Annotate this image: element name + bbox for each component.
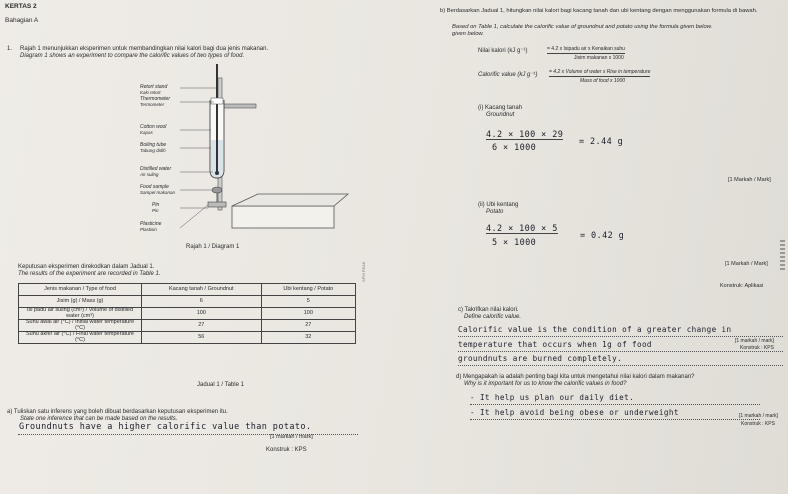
part-ii-malay: (ii) Ubi kentang: [478, 202, 519, 208]
diagram-caption: Rajah 1 / Diagram 1: [186, 244, 240, 250]
table-cell: 5: [261, 296, 355, 308]
label-plasticine: Plasticine Plastisin: [140, 221, 162, 232]
label-food-sample: Food sample Sampel makanan: [140, 184, 176, 195]
qa-text-english: State one inference that can be made based on the results.: [20, 416, 178, 422]
qa-mark: [1 markah / mark]: [270, 434, 313, 440]
mark-i: [1 Markah / Mark]: [728, 177, 771, 183]
table-cell: 56: [142, 332, 262, 344]
table-cell: 6: [142, 296, 262, 308]
formula-en-label: Calorific value (kJ g⁻¹): [478, 72, 538, 78]
stem-malay: Rajah 1 menunjukkan eksperimen untuk membandingkan nilai kalori bagi dua jenis makanan.: [20, 46, 269, 52]
question-number: 1.: [7, 46, 13, 52]
formula-en-denominator: Mass of food x 1000: [580, 78, 626, 84]
qd-answer-line-2: - It help avoid being obese or underweight: [470, 408, 679, 417]
answer-line: [458, 336, 783, 337]
qb-construct: Konstruk: Aplikasi: [720, 283, 764, 289]
formula-ms-denominator: Jisim makanan x 1000: [574, 55, 624, 61]
label-cotton-wool: Cotton wool Kapas: [140, 124, 167, 135]
qd-text-malay: d) Mengapakah ia adalah penting bagi kita untuk mengetahui nilai kalori dalam makanan?: [456, 374, 695, 380]
paper-code: KERTAS 2: [5, 3, 37, 10]
qc-text-malay: c) Takrifkan nilai kalori.: [458, 307, 519, 313]
plasticine: [208, 202, 226, 207]
qc-answer-line-1: Calorific value is the condition of a greater change in: [458, 325, 732, 334]
qc-text-english: Define calorific value.: [464, 314, 522, 320]
stem-english: Diagram 1 shows an experiment to compare the calorific values of two types of food.: [20, 53, 245, 59]
qb-text-malay: b) Berdasarkan Jadual 1, hitungkan nilai kalori bagi kacang tanah dan ubi kentang dengan menggunakan formula di bawah.: [440, 8, 758, 14]
label-pin: Pin Pin: [152, 202, 160, 213]
qd-construct: Konstruk : KPS: [741, 421, 775, 427]
ans-i-numerator: 4.2 × 100 × 29: [486, 130, 564, 140]
mark-ii: [1 Markah / Mark]: [725, 261, 768, 267]
ans-i-result: = 2.44 g: [579, 137, 624, 147]
answer-line: [458, 351, 783, 352]
table-row: [19, 332, 356, 344]
qb-text-english-tail: given below.: [452, 31, 484, 37]
label-distilled-water: Distilled water Air suling: [140, 166, 172, 177]
qc-construct: Konstruk : KPS: [740, 345, 774, 351]
formula-ms-label: Nilai kalori (kJ g⁻¹): [478, 48, 528, 54]
table-cell: 32: [261, 332, 355, 344]
results-malay: Keputusan eksperimen direkodkan dalam Jadual 1.: [18, 264, 155, 270]
binding-strip: [780, 240, 785, 270]
formula-ms-numerator: = 4.2 x Isipadu air x Kenaikan suhu: [547, 46, 625, 52]
formula-en-numerator: = 4.2 x Volume of water x Rise in temperature: [549, 69, 651, 75]
table-cell: Suhu akhir air (°C) / Final water temperature (°C): [19, 332, 142, 344]
table-cell: 27: [142, 320, 262, 332]
table-cell: 100: [142, 308, 262, 320]
part-ii-english: Potato: [486, 209, 504, 215]
results-english: The results of the experiment are recorded in Table 1.: [18, 271, 161, 277]
table-cell: Suhu awal air (°C) / Initial water temperature (°C): [19, 320, 142, 332]
label-boiling-tube: Boiling tube Tabung didih: [140, 142, 167, 153]
qc-mark: [1 markah / mark]: [735, 338, 774, 344]
qa-answer: Groundnuts have a higher calorific value than potato.: [19, 422, 312, 432]
answer-line: [470, 404, 760, 405]
ans-ii-numerator: 4.2 × 100 × 5: [486, 224, 558, 234]
qd-answer-line-1: - It help us plan our daily diet.: [470, 393, 635, 402]
table-row: [19, 308, 356, 320]
table-caption: Jadual 1 / Table 1: [197, 382, 244, 388]
food-sample: [212, 187, 222, 193]
binding-note: SPM PEAK: [361, 261, 366, 282]
table-header-row: [19, 284, 356, 296]
ans-ii-result: = 0.42 g: [580, 231, 625, 241]
table-row: [19, 296, 356, 308]
qa-construct: Konstruk : KPS: [266, 447, 307, 453]
table-header: Jenis makanan / Type of food: [19, 284, 142, 296]
part-i-malay: (i) Kacang tanah: [478, 105, 523, 111]
label-thermometer: Thermometer Termometer: [140, 96, 171, 107]
answer-line: [458, 365, 783, 366]
qd-mark: [1 markah / mark]: [739, 413, 778, 419]
table-cell: 100: [261, 308, 355, 320]
table-header: Ubi kentang / Potato: [261, 284, 355, 296]
ans-ii-denominator: 5 × 1000: [492, 238, 537, 248]
table-cell: Isi padu air suling (cm³) / Volume of distilled water (cm³): [19, 308, 142, 320]
answer-line: [470, 419, 760, 420]
section-title: Bahagian A: [5, 17, 39, 24]
table-cell: Jisim (g) / Mass (g): [19, 296, 142, 308]
retort-base: [232, 206, 334, 228]
table-row: [19, 320, 356, 332]
qb-text-english: Based on Table 1, calculate the calorific value of groundnut and potato using the formula given below.: [452, 24, 713, 30]
table-header: Kacang tanah / Groundnut: [142, 284, 262, 296]
qa-text-malay: a) Tuliskan satu inferens yang boleh dibuat berdasarkan keputusan eksperimen itu.: [7, 409, 228, 415]
table-cell: 27: [261, 320, 355, 332]
qc-answer-line-3: groundnuts are burned completely.: [458, 354, 623, 363]
apparatus-diagram: [178, 60, 350, 244]
qd-text-english: Why is it important for us to know the calorific values in food?: [464, 381, 627, 387]
ans-i-denominator: 6 × 1000: [492, 143, 537, 153]
results-table: [18, 283, 356, 344]
qc-answer-line-2: temperature that occurs when 1g of food: [458, 340, 652, 349]
part-i-english: Groundnut: [486, 112, 515, 118]
label-retort-stand: Retort stand Kaki retort: [140, 84, 168, 95]
